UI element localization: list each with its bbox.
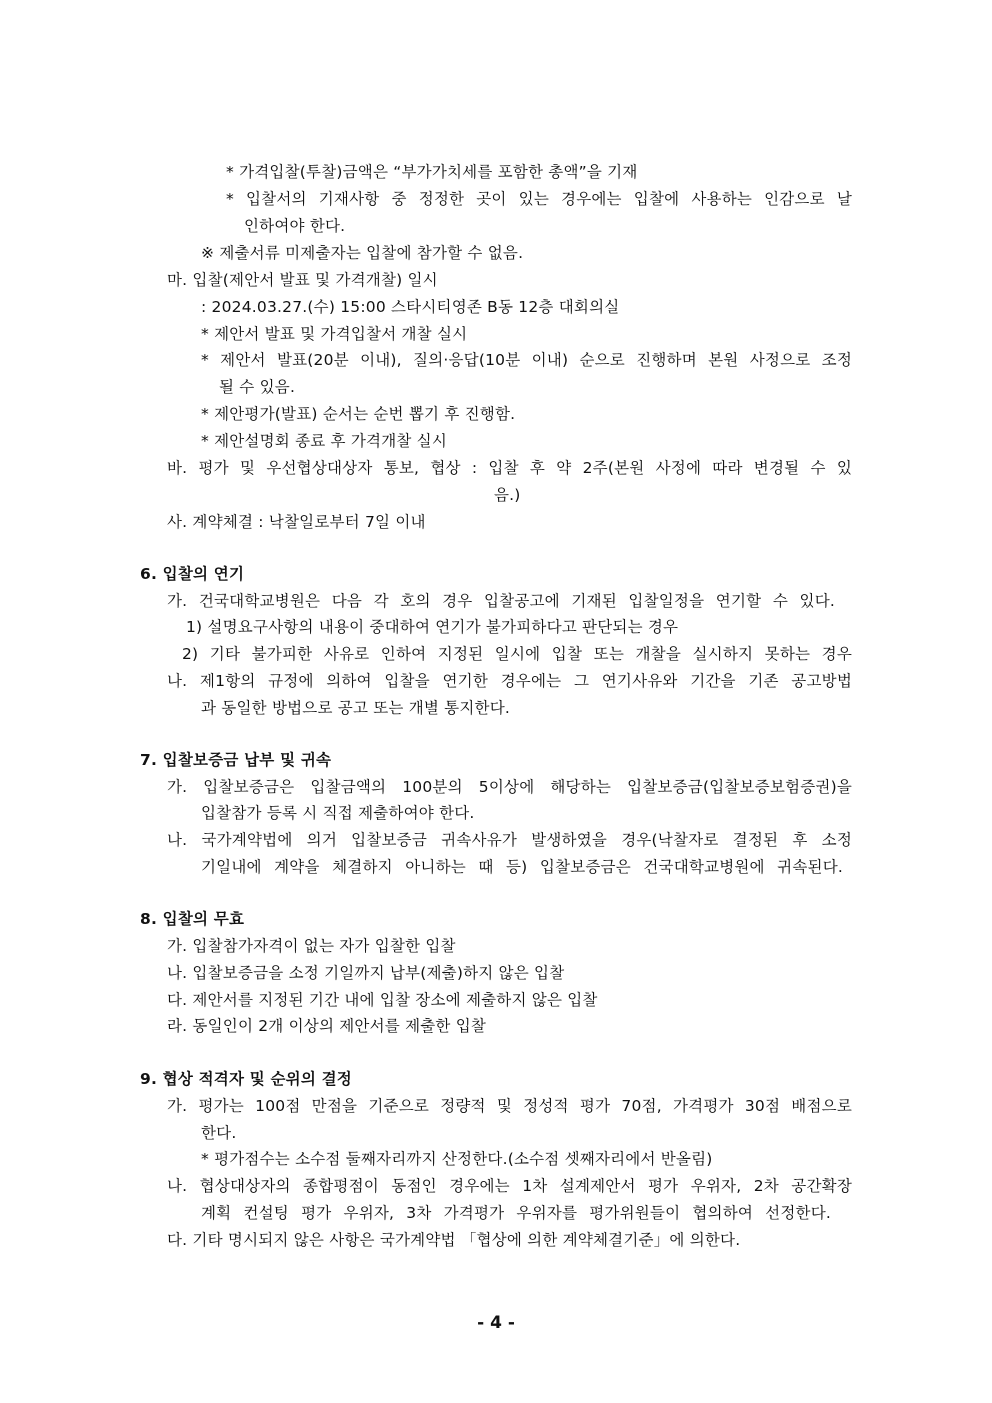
section-9-na: 나. 협상대상자의 종합평점이 동점인 경우에는 1차 설계제안서 평가 우위자, 2차 공간확장 [167, 1177, 852, 1195]
note-missing-docs: ※ 제출서류 미제출자는 입찰에 참가할 수 없음. [201, 244, 524, 262]
bullet-correction-cont: 인하여야 한다. [244, 217, 346, 235]
section-6-na-cont: 과 동일한 방법으로 공고 또는 개별 통지한다. [201, 699, 511, 717]
item-ba-cont: 음.) [494, 486, 521, 504]
section-6-heading: 6. 입찰의 연기 [140, 565, 245, 583]
section-6-num-2: 2) 기타 불가피한 사유로 인하여 지정된 일시에 입찰 또는 개찰을 실시하지 못하는 경우 [182, 645, 852, 663]
section-8-na: 나. 입찰보증금을 소정 기일까지 납부(제출)하지 않은 입찰 [167, 964, 565, 982]
section-6-num-1: 1) 설명요구사항의 내용이 중대하여 연기가 불가피하다고 판단되는 경우 [186, 618, 679, 636]
section-6-na: 나. 제1항의 규정에 의하여 입찰을 연기한 경우에는 그 연기사유와 기간을 기존 공고방법 [167, 672, 852, 690]
bullet-bid-amount: * 가격입찰(투찰)금액은 “부가가치세를 포함한 총액”을 기재 [226, 163, 638, 181]
section-8-ga: 가. 입찰참가자격이 없는 자가 입찰한 입찰 [167, 937, 456, 955]
section-9-da: 다. 기타 명시되지 않은 사항은 국가계약법 「협상에 의한 계약체결기준」에 의한다. [167, 1231, 741, 1249]
section-7-ga-cont: 입찰참가 등록 시 직접 제출하여야 한다. [201, 804, 475, 822]
section-7-na: 나. 국가계약법에 의거 입찰보증금 귀속사유가 발생하였을 경우(낙찰자로 결정된 후 소정 [167, 831, 852, 849]
section-8-heading: 8. 입찰의 무효 [140, 910, 245, 928]
section-9-ga-note: * 평가점수는 소수점 둘째자리까지 산정한다.(소수점 셋째자리에서 반올림) [201, 1150, 713, 1168]
item-sa: 사. 계약체결 : 낙찰일로부터 7일 이내 [167, 513, 426, 531]
page-number: - 4 - [477, 1313, 515, 1333]
section-7-ga: 가. 입찰보증금은 입찰금액의 100분의 5이상에 해당하는 입찰보증금(입찰보증보험증권)을 [167, 778, 852, 796]
section-8-da: 다. 제안서를 지정된 기간 내에 입찰 장소에 제출하지 않은 입찰 [167, 991, 598, 1009]
item-ma-bullet-2: * 제안서 발표(20분 이내), 질의·응답(10분 이내) 순으로 진행하며 본원 사정으로 조정 [201, 351, 852, 369]
item-ma-bullet-4: * 제안설명회 종료 후 가격개찰 실시 [201, 432, 448, 450]
section-9-na-cont: 계획 컨설팅 평가 우위자, 3차 가격평가 우위자를 평가위원들이 협의하여 선정한다. [201, 1204, 831, 1222]
item-ma-title: 마. 입찰(제안서 발표 및 가격개찰) 일시 [167, 271, 438, 289]
section-9-ga-cont: 한다. [201, 1124, 237, 1142]
item-ma-bullet-3: * 제안평가(발표) 순서는 순번 뽑기 후 진행함. [201, 405, 516, 423]
bullet-correction: * 입찰서의 기재사항 중 정정한 곳이 있는 경우에는 입찰에 사용하는 인감으로 날 [226, 190, 852, 208]
section-8-ra: 라. 동일인이 2개 이상의 제안서를 제출한 입찰 [167, 1017, 487, 1035]
item-ma-bullet-1: * 제안서 발표 및 가격입찰서 개찰 실시 [201, 325, 468, 343]
section-9-heading: 9. 협상 적격자 및 순위의 결정 [140, 1070, 352, 1088]
item-ma-bullet-2-cont: 될 수 있음. [219, 378, 296, 396]
section-9-ga: 가. 평가는 100점 만점을 기준으로 정량적 및 정성적 평가 70점, 가격평가 30점 배점으로 [167, 1097, 852, 1115]
item-ba: 바. 평가 및 우선협상대상자 통보, 협상 : 입찰 후 약 2주(본원 사정에 따라 변경될 수 있 [167, 459, 852, 477]
section-7-na-cont: 기일내에 계약을 체결하지 아니하는 때 등) 입찰보증금은 건국대학교병원에 귀속된다. [201, 858, 843, 876]
section-6-ga: 가. 건국대학교병원은 다음 각 호의 경우 입찰공고에 기재된 입찰일정을 연기할 수 있다. [167, 592, 835, 610]
item-ma-date: : 2024.03.27.(수) 15:00 스타시티영존 B동 12층 대회의실 [201, 298, 620, 316]
section-7-heading: 7. 입찰보증금 납부 및 귀속 [140, 751, 332, 769]
